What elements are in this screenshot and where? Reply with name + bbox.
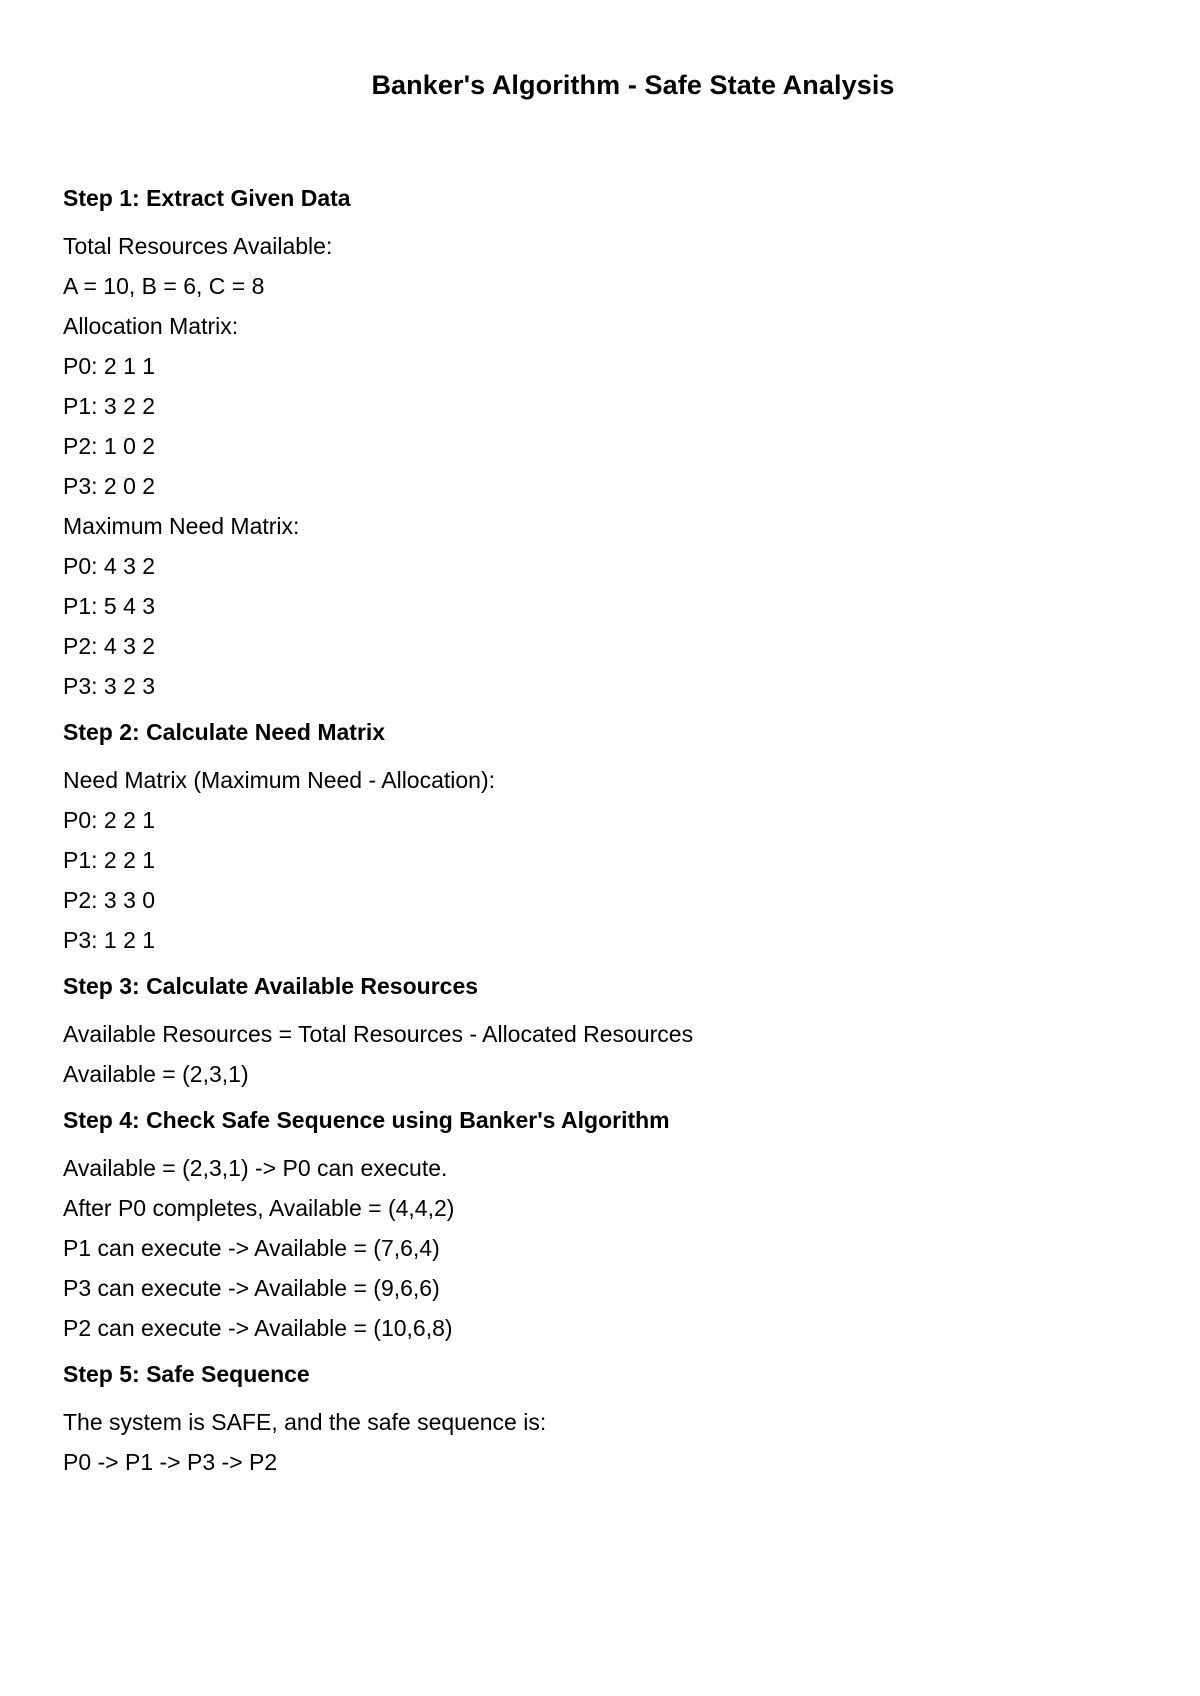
step-4-section — [63, 1105, 1163, 1343]
text-line: P1: 3 2 2 — [63, 393, 156, 419]
text-line: After P0 completes, Available = (4,4,2) — [63, 1195, 455, 1221]
text-line: Need Matrix (Maximum Need - Allocation): — [63, 767, 496, 793]
text-line: P3 can execute -> Available = (9,6,6) — [63, 1275, 440, 1301]
text-line: P2: 3 3 0 — [63, 887, 156, 913]
text-line: The system is SAFE, and the safe sequence is: — [63, 1409, 547, 1435]
text-line: P1 can execute -> Available = (7,6,4) — [63, 1235, 440, 1261]
step-2-section — [63, 717, 1163, 955]
text-line: P1: 5 4 3 — [63, 593, 156, 619]
text-line: P3: 2 0 2 — [63, 473, 156, 499]
text-line: Allocation Matrix: — [63, 313, 239, 339]
text-line: Total Resources Available: — [63, 233, 333, 259]
text-line: P0: 2 1 1 — [63, 353, 156, 379]
text-line: Available Resources = Total Resources - Allocated Resources — [63, 1021, 694, 1047]
text-line: P0: 4 3 2 — [63, 553, 156, 579]
text-line: P3: 1 2 1 — [63, 927, 156, 953]
step-1-heading: Step 1: Extract Given Data — [63, 185, 351, 211]
step-3-section — [63, 971, 1163, 1089]
safe-sequence-line: P0 -> P1 -> P3 -> P2 — [63, 1449, 278, 1475]
text-line: Maximum Need Matrix: — [63, 513, 300, 539]
text-line: P2: 4 3 2 — [63, 633, 156, 659]
step-2-heading: Step 2: Calculate Need Matrix — [63, 719, 386, 745]
text-line: Available = (2,3,1) -> P0 can execute. — [63, 1155, 448, 1181]
step-5-section — [63, 1359, 1163, 1477]
text-line: P2: 1 0 2 — [63, 433, 156, 459]
text-line: P0: 2 2 1 — [63, 807, 156, 833]
text-line: P3: 3 2 3 — [63, 673, 156, 699]
document-title: Banker's Algorithm - Safe State Analysis — [371, 70, 895, 100]
text-line: A = 10, B = 6, C = 8 — [63, 273, 265, 299]
step-5-heading: Step 5: Safe Sequence — [63, 1361, 310, 1387]
text-line: Available = (2,3,1) — [63, 1061, 249, 1087]
text-line: P2 can execute -> Available = (10,6,8) — [63, 1315, 453, 1341]
document-body — [63, 183, 1163, 1493]
step-4-heading: Step 4: Check Safe Sequence using Banker's Algorithm — [63, 1107, 670, 1133]
step-1-section — [63, 183, 1163, 701]
text-line: P1: 2 2 1 — [63, 847, 156, 873]
step-3-heading: Step 3: Calculate Available Resources — [63, 973, 479, 999]
